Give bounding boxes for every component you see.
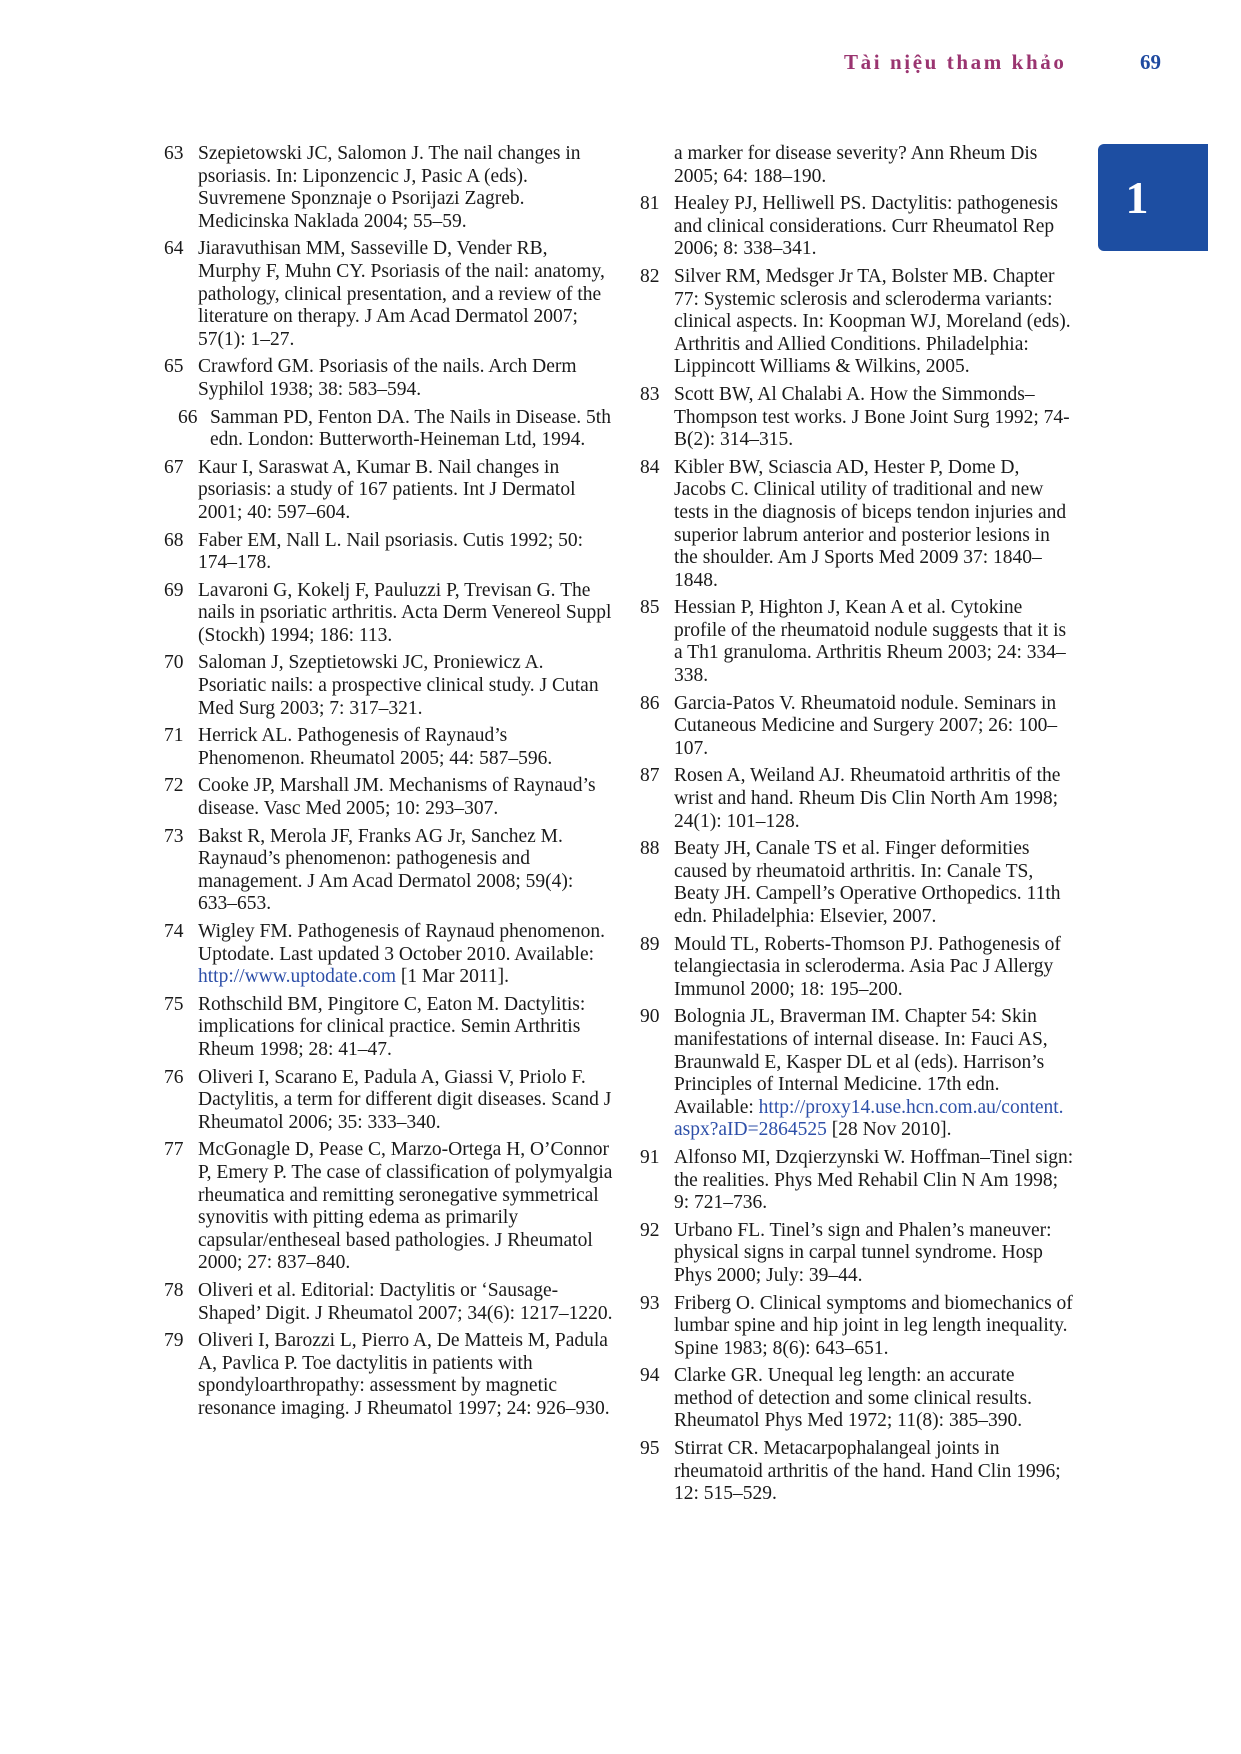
reference-citation: Bolognia JL, Braverman IM. Chapter 54: Skin manifestations of internal disease. In: Fauci AS, Braunwald E, Kasper DL et al (eds). Harrison’s Principles of Internal Medicine. 17th edn. Available: bbox=[674, 1006, 1048, 1118]
reference-citation: Kaur I, Saraswat A, Kumar B. Nail changes in psoriasis: a study of 167 patients. Int J Dermatol 2001; 40: 597–604. bbox=[198, 456, 576, 523]
reference-number: 78 bbox=[164, 1279, 184, 1301]
reference-entry bbox=[640, 1220, 1074, 1288]
reference-text bbox=[674, 1220, 1074, 1288]
reference-number: 85 bbox=[640, 597, 660, 619]
reference-number: 71 bbox=[164, 725, 184, 747]
reference-number: 87 bbox=[640, 765, 660, 787]
reference-entry bbox=[164, 530, 614, 575]
reference-citation: Szepietowski JC, Salomon J. The nail changes in psoriasis. In: Liponzencic J, Pasic A (eds). Suvremene Sponznaje o Psorijazi Zagreb. Medicinska Naklada 2004; 55–59. bbox=[198, 143, 581, 232]
reference-text bbox=[198, 457, 614, 525]
reference-citation: McGonagle D, Pease C, Marzo-Ortega H, O’Connor P, Emery P. The case of classification of polymyalgia rheumatica and remitting seronegative symmetrical synovitis with pitting edema as primarily capsular/entheseal based pathologies. J Rheumatol 2000; 27: 837–840. bbox=[198, 1139, 613, 1274]
reference-entry bbox=[164, 580, 614, 648]
reference-number: 63 bbox=[164, 143, 184, 164]
reference-citation: Cooke JP, Marshall JM. Mechanisms of Raynaud’s disease. Vasc Med 2005; 10: 293–307. bbox=[198, 775, 596, 820]
reference-text bbox=[210, 407, 614, 452]
reference-text bbox=[674, 765, 1074, 833]
reference-number: 81 bbox=[640, 193, 660, 215]
reference-number: 94 bbox=[640, 1365, 660, 1387]
reference-entry bbox=[640, 597, 1074, 687]
reference-access-date: [1 Mar 2011]. bbox=[396, 966, 510, 988]
reference-text bbox=[674, 384, 1074, 452]
reference-entry bbox=[164, 143, 614, 233]
reference-citation: Mould TL, Roberts-Thomson PJ. Pathogenesis of telangiectasia in scleroderma. Asia Pac J Allergy Immunol 2000; 18: 195–200. bbox=[674, 933, 1061, 1000]
reference-number: 89 bbox=[640, 933, 660, 955]
reference-text bbox=[198, 725, 614, 770]
reference-text bbox=[198, 580, 614, 648]
reference-text bbox=[674, 1365, 1074, 1433]
reference-citation: Rosen A, Weiland AJ. Rheumatoid arthritis of the wrist and hand. Rheum Dis Clin North Am 1998; 24(1): 101–128. bbox=[674, 765, 1061, 832]
reference-entry bbox=[164, 356, 614, 401]
reference-number: 73 bbox=[164, 825, 184, 847]
reference-entry bbox=[640, 1365, 1074, 1433]
reference-number: 76 bbox=[164, 1066, 184, 1088]
reference-entry bbox=[164, 407, 614, 452]
reference-text bbox=[198, 530, 614, 575]
reference-entry bbox=[640, 934, 1074, 1002]
reference-column-right bbox=[640, 143, 1074, 1511]
reference-citation: Saloman J, Szeptietowski JC, Proniewicz A. Psoriatic nails: a prospective clinical study. J Cutan Med Surg 2003; 7: 317–321. bbox=[198, 652, 599, 719]
reference-text bbox=[674, 266, 1074, 379]
reference-citation: Lavaroni G, Kokelj F, Pauluzzi P, Trevisan G. The nails in psoriatic arthritis. Acta Derm Venereol Suppl (Stockh) 1994; 186: 113. bbox=[198, 579, 612, 646]
reference-citation: Crawford GM. Psoriasis of the nails. Arch Derm Syphilol 1938; 38: 583–594. bbox=[198, 356, 577, 400]
reference-column-left bbox=[164, 143, 614, 1425]
reference-entry bbox=[164, 238, 614, 351]
reference-text bbox=[198, 143, 614, 233]
reference-number: 83 bbox=[640, 383, 660, 405]
reference-text bbox=[674, 934, 1074, 1002]
reference-text bbox=[198, 826, 614, 916]
reference-citation: Oliveri I, Barozzi L, Pierro A, De Matteis M, Padula A, Pavlica P. Toe dactylitis in patients with spondyloarthropathy: assessment by magnetic resonance imaging. J Rheumatol 1997; 24: 926–930. bbox=[198, 1330, 610, 1419]
reference-citation: Clarke GR. Unequal leg length: an accurate method of detection and some clinical results. Rheumatol Phys Med 1972; 11(8): 385–390. bbox=[674, 1365, 1032, 1432]
reference-number: 90 bbox=[640, 1006, 660, 1028]
reference-number: 68 bbox=[164, 529, 184, 551]
reference-number: 74 bbox=[164, 921, 184, 942]
reference-entry bbox=[640, 1147, 1074, 1215]
reference-access-date: [28 Nov 2010]. bbox=[826, 1119, 952, 1141]
reference-citation: Wigley FM. Pathogenesis of Raynaud phenomenon. Uptodate. Last updated 3 October 2010. Available: bbox=[198, 921, 606, 965]
reference-number: 82 bbox=[640, 265, 660, 287]
reference-citation: Rothschild BM, Pingitore C, Eaton M. Dactylitis: implications for clinical practice. Semin Arthritis Rheum 1998; 28: 41–47. bbox=[198, 993, 586, 1060]
reference-number: 79 bbox=[164, 1330, 184, 1352]
reference-entry bbox=[640, 457, 1074, 593]
chapter-tab: 1 bbox=[1098, 144, 1208, 251]
reference-number: 66 bbox=[178, 406, 198, 428]
reference-text bbox=[198, 1067, 614, 1135]
reference-citation: Healey PJ, Helliwell PS. Dactylitis: pathogenesis and clinical considerations. Curr Rheumatol Rep 2006; 8: 338–341. bbox=[674, 193, 1058, 260]
reference-entry bbox=[164, 775, 614, 820]
reference-text bbox=[198, 1139, 614, 1275]
reference-entry bbox=[640, 193, 1074, 261]
reference-text bbox=[674, 1147, 1074, 1215]
reference-citation: Garcia-Patos V. Rheumatoid nodule. Seminars in Cutaneous Medicine and Surgery 2007; 26: 100–107. bbox=[674, 692, 1058, 759]
reference-citation: a marker for disease severity? Ann Rheum Dis 2005; 64: 188–190. bbox=[674, 143, 1038, 187]
reference-entry bbox=[164, 457, 614, 525]
reference-number: 91 bbox=[640, 1146, 660, 1168]
reference-entry bbox=[640, 838, 1074, 928]
reference-citation: Samman PD, Fenton DA. The Nails in Disease. 5th edn. London: Butterworth-Heineman Ltd, 1994. bbox=[210, 406, 611, 451]
reference-citation: Herrick AL. Pathogenesis of Raynaud’s Phenomenon. Rheumatol 2005; 44: 587–596. bbox=[198, 725, 553, 769]
reference-number: 92 bbox=[640, 1219, 660, 1241]
reference-entry bbox=[640, 1293, 1074, 1361]
reference-text bbox=[198, 775, 614, 820]
reference-citation: Scott BW, Al Chalabi A. How the Simmonds– Thompson test works. J Bone Joint Surg 1992; 74-B(2): 314–315. bbox=[674, 383, 1070, 451]
reference-entry bbox=[164, 1067, 614, 1135]
reference-text bbox=[674, 693, 1074, 761]
reference-text bbox=[674, 1438, 1074, 1506]
reference-number: 95 bbox=[640, 1438, 660, 1460]
reference-text bbox=[198, 652, 614, 720]
reference-citation: Kibler BW, Sciascia AD, Hester P, Dome D, Jacobs C. Clinical utility of traditional and new tests in the diagnosis of biceps tendon injuries and superior labrum anterior and posterior lesions in the shoulder. Am J Sports Med 2009 37: 1840–1848. bbox=[674, 456, 1067, 591]
reference-entry bbox=[640, 384, 1074, 452]
reference-entry bbox=[640, 266, 1074, 379]
reference-text bbox=[674, 597, 1074, 687]
reference-entry bbox=[640, 1438, 1074, 1506]
reference-number: 64 bbox=[164, 238, 184, 260]
reference-citation: Bakst R, Merola JF, Franks AG Jr, Sanchez M. Raynaud’s phenomenon: pathogenesis and management. J Am Acad Dermatol 2008; 59(4): 633–653. bbox=[198, 825, 574, 915]
reference-text bbox=[674, 193, 1074, 261]
reference-number: 77 bbox=[164, 1139, 184, 1161]
reference-entry bbox=[640, 1006, 1074, 1142]
reference-number: 65 bbox=[164, 356, 184, 378]
reference-entry bbox=[164, 994, 614, 1062]
reference-text bbox=[198, 1330, 614, 1420]
reference-entry bbox=[164, 652, 614, 720]
running-title: Tài nịệu tham khảo bbox=[844, 50, 1067, 74]
reference-number: 86 bbox=[640, 692, 660, 714]
reference-text bbox=[674, 143, 1074, 188]
reference-text bbox=[674, 1293, 1074, 1361]
reference-number: 69 bbox=[164, 579, 184, 601]
reference-text bbox=[198, 994, 614, 1062]
reference-citation: Oliveri I, Scarano E, Padula A, Giassi V, Priolo F. Dactylitis, a term for different digit diseases. Scand J Rheumatol 2006; 35: 333–340. bbox=[198, 1066, 612, 1133]
reference-link[interactable]: http://proxy14.use.hcn.com.au/content. aspx?aID=2864525 bbox=[674, 1096, 1064, 1141]
reference-citation: Beaty JH, Canale TS et al. Finger deformities caused by rheumatoid arthritis. In: Canale TS, Beaty JH. Campell’s Operative Orthopedics. 11th edn. Philadelphia: Elsevier, 2007. bbox=[674, 838, 1061, 927]
reference-entry bbox=[164, 1330, 614, 1420]
reference-number: 72 bbox=[164, 775, 184, 797]
reference-number: 84 bbox=[640, 456, 660, 478]
reference-text bbox=[674, 1006, 1074, 1142]
reference-citation: Jiaravuthisan MM, Sasseville D, Vender RB, Murphy F, Muhn CY. Psoriasis of the nail: anatomy, pathology, clinical presentation, and a review of the literature on therapy. J Am Acad Dermatol 2007; 57(1): 1–27. bbox=[198, 238, 605, 350]
reference-number: 67 bbox=[164, 456, 184, 478]
reference-text bbox=[198, 238, 614, 351]
reference-text bbox=[198, 921, 614, 989]
reference-citation: Friberg O. Clinical symptoms and biomechanics of lumbar spine and hip joint in leg length inequality. Spine 1983; 8(6): 643–651. bbox=[674, 1292, 1073, 1359]
reference-citation: Silver RM, Medsger Jr TA, Bolster MB. Chapter 77: Systemic sclerosis and scleroderma variants: clinical aspects. In: Koopman WJ, Moreland (eds). Arthritis and Allied Conditions. Philadelphia: Lippincott Williams & Wilkins, 2005. bbox=[674, 265, 1071, 378]
reference-number: 88 bbox=[640, 838, 660, 860]
reference-citation: Urbano FL. Tinel’s sign and Phalen’s maneuver: physical signs in carpal tunnel syndrome. Hosp Phys 2000; July: 39–44. bbox=[674, 1219, 1052, 1286]
reference-entry bbox=[164, 1139, 614, 1275]
reference-citation: Alfonso MI, Dzqierzynski W. Hoffman–Tinel sign: the realities. Phys Med Rehabil Clin N Am 1998; 9: 721–736. bbox=[674, 1146, 1074, 1214]
reference-citation: Stirrat CR. Metacarpophalangeal joints in rheumatoid arthritis of the hand. Hand Clin 1996; 12: 515–529. bbox=[674, 1438, 1061, 1505]
reference-citation: Faber EM, Nall L. Nail psoriasis. Cutis 1992; 50: 174–178. bbox=[198, 529, 584, 574]
reference-entry bbox=[164, 1280, 614, 1325]
reference-text bbox=[674, 838, 1074, 928]
reference-entry bbox=[640, 765, 1074, 833]
reference-text bbox=[198, 1280, 614, 1325]
reference-number: 93 bbox=[640, 1292, 660, 1314]
reference-text bbox=[198, 356, 614, 401]
reference-number: 70 bbox=[164, 652, 184, 674]
reference-entry bbox=[164, 921, 614, 989]
reference-link[interactable]: http://www.uptodate.com bbox=[198, 966, 397, 988]
reference-text bbox=[674, 457, 1074, 593]
reference-citation: Hessian P, Highton J, Kean A et al. Cytokine profile of the rheumatoid nodule suggests that it is a Th1 granuloma. Arthritis Rheum 2003; 24: 334–338. bbox=[674, 597, 1067, 687]
reference-entry bbox=[164, 725, 614, 770]
reference-entry bbox=[640, 693, 1074, 761]
reference-entry bbox=[164, 826, 614, 916]
reference-entry bbox=[640, 143, 1074, 188]
reference-number: 75 bbox=[164, 993, 184, 1015]
reference-citation: Oliveri et al. Editorial: Dactylitis or ‘Sausage-Shaped’ Digit. J Rheumatol 2007; 34(6): 1217–1220. bbox=[198, 1279, 613, 1324]
page-number: 69 bbox=[1140, 50, 1161, 74]
